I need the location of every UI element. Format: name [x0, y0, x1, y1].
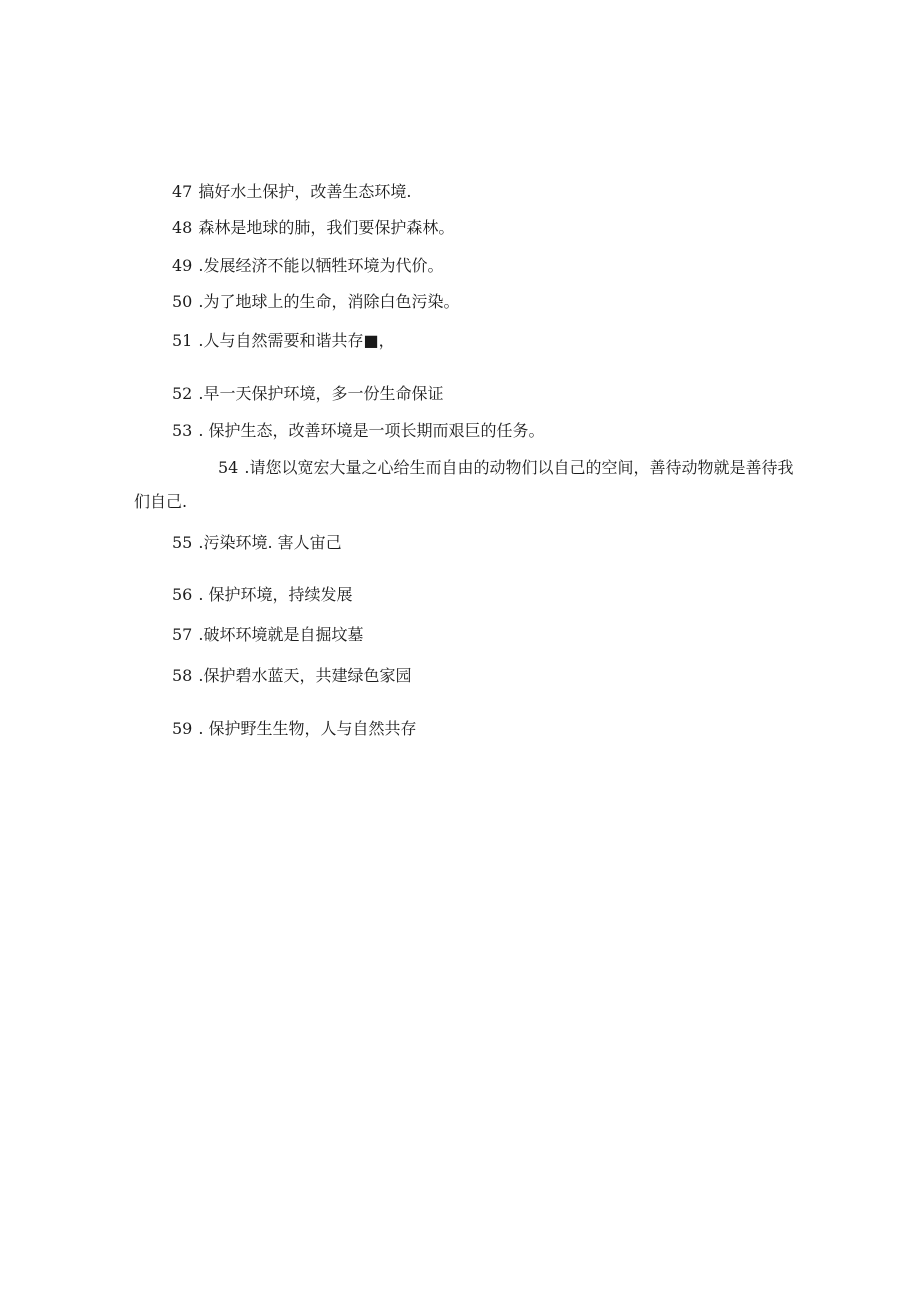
list-item	[172, 292, 459, 312]
item-number: 55	[172, 533, 193, 552]
item-number: 47	[172, 182, 193, 201]
item-text: .请您以宽宏大量之心给生而自由的动物们以自己的空间，善待动物就是善待我们自己.	[134, 458, 794, 511]
list-item	[172, 256, 443, 276]
item-text: .早一天保护环境，多一份生命保证	[198, 384, 444, 403]
list-item	[172, 625, 363, 645]
list-item	[172, 666, 411, 686]
item-text: .保护碧水蓝天，共建绿色家园	[198, 666, 412, 685]
item-number: 48	[172, 218, 193, 237]
item-number: 51	[172, 331, 193, 350]
item-text: .为了地球上的生命，消除白色污染。	[198, 292, 460, 311]
list-item	[172, 533, 342, 553]
list-item	[172, 585, 353, 605]
item-text: . 保护生态，改善环境是一项长期而艰巨的任务。	[198, 421, 545, 440]
item-number: 57	[172, 625, 193, 644]
item-number: 54	[218, 458, 239, 477]
item-number: 49	[172, 256, 193, 275]
item-text: .破坏环境就是自掘坟墓	[198, 625, 364, 644]
list-item	[172, 421, 545, 441]
item-number: 59	[172, 719, 193, 738]
item-number: 52	[172, 384, 193, 403]
item-text: 森林是地球的肺，我们要保护森林。	[198, 218, 455, 237]
item-text: . 保护野生生物，人与自然共存	[198, 719, 417, 738]
item-number: 53	[172, 421, 193, 440]
item-text: . 保护环境，持续发展	[198, 585, 353, 604]
item-text: .污染环境. 害人宙己	[198, 533, 342, 552]
list-item	[172, 384, 443, 404]
list-item	[172, 719, 417, 739]
list-item	[172, 218, 454, 238]
item-text: .发展经济不能以牺牲环境为代价。	[198, 256, 444, 275]
item-number: 50	[172, 292, 193, 311]
item-number: 58	[172, 666, 193, 685]
item-text: .人与自然需要和谐共存■，	[198, 331, 395, 350]
item-text: 搞好水土保护，改善生态环境.	[198, 182, 412, 201]
list-item-wrapped	[134, 451, 794, 519]
list-item	[172, 331, 395, 351]
list-item	[172, 182, 411, 202]
item-number: 56	[172, 585, 193, 604]
